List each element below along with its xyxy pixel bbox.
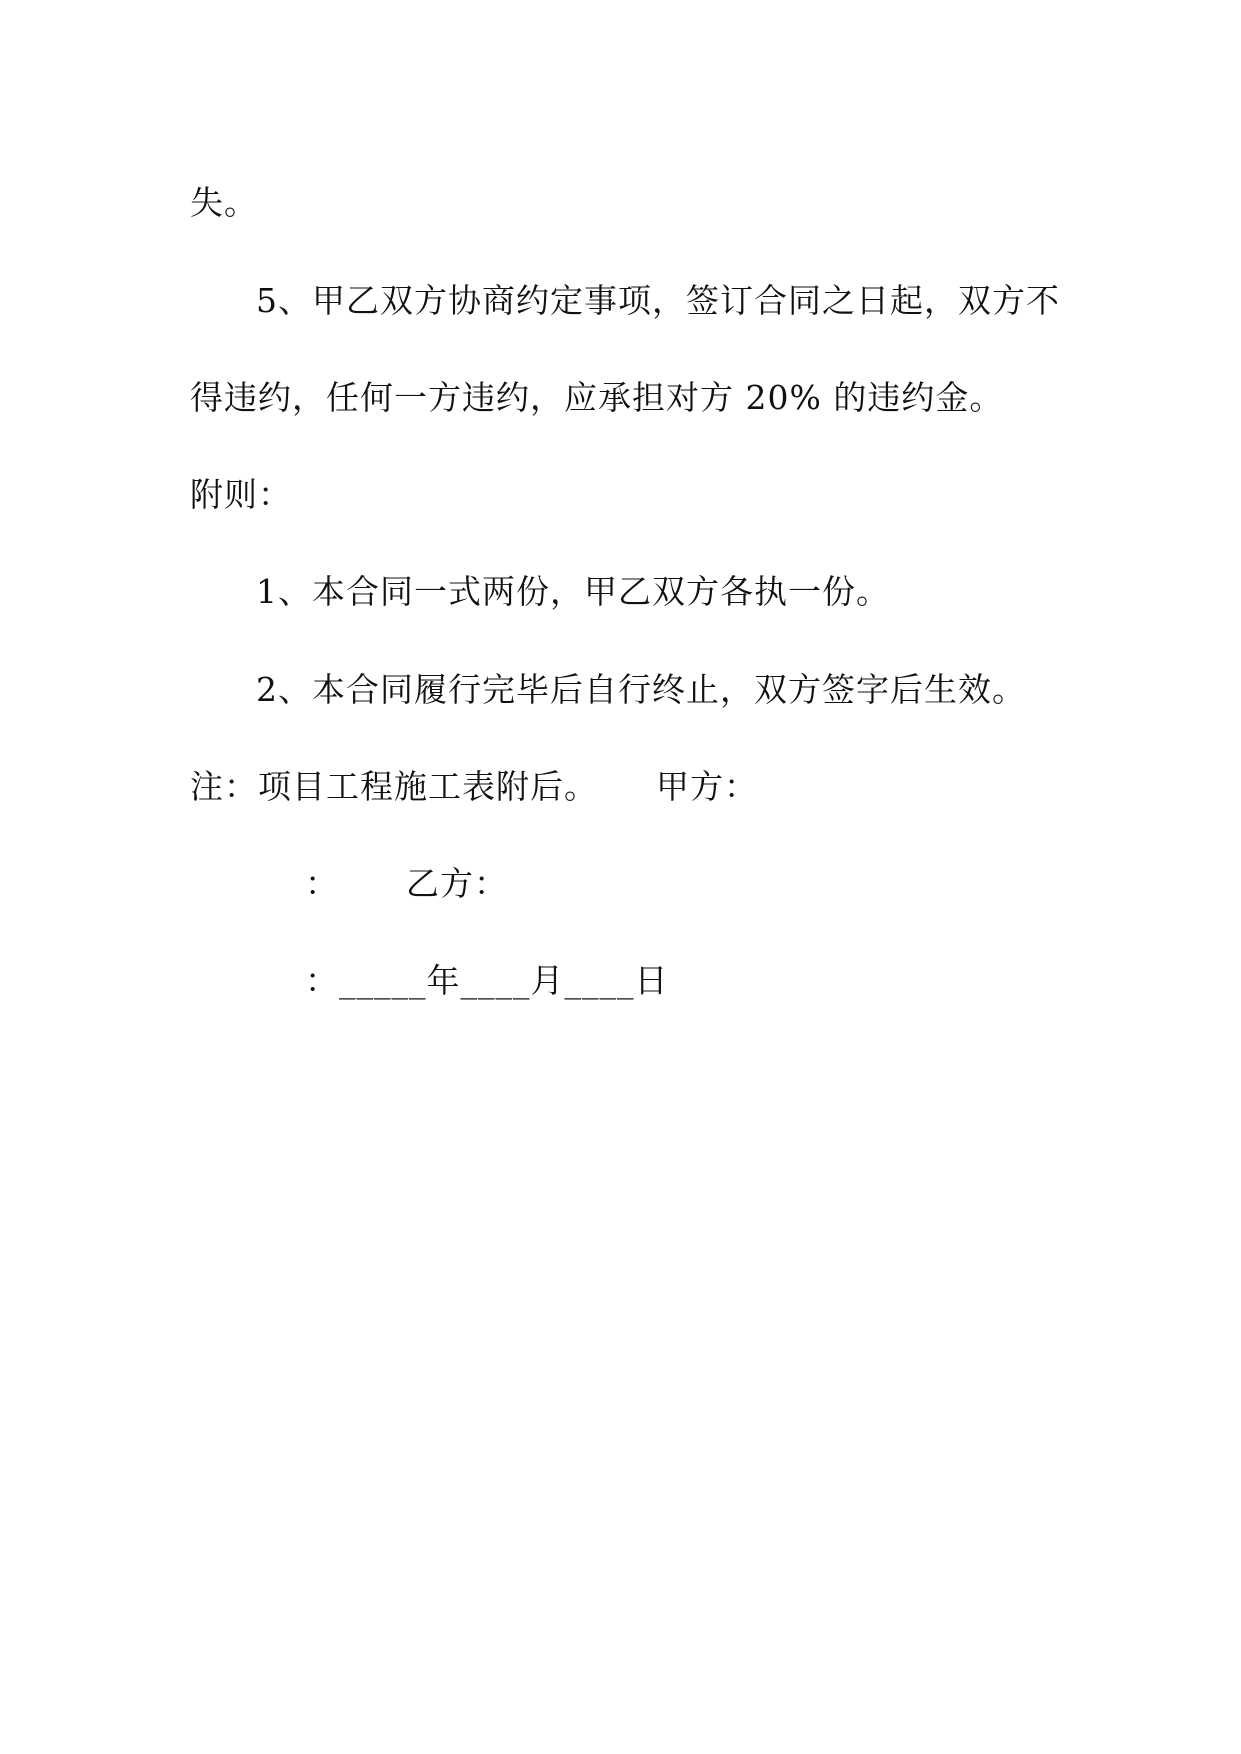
paragraph-loss-end: 失。	[190, 183, 258, 222]
clause-5-line-2: 得违约，任何一方违约，应承担对方 20% 的违约金。	[190, 378, 1004, 417]
party-b-label: 乙方：	[406, 864, 508, 903]
date-line: ：_____年____月____日	[305, 961, 669, 1000]
clause-5-line-1: 5、甲乙双方协商约定事项，签订合同之日起，双方不	[256, 281, 1060, 320]
signature-colon: ：	[305, 864, 339, 903]
supplementary-clause-2: 2、本合同履行完毕后自行终止，双方签字后生效。	[256, 670, 1026, 709]
note-text: 注：项目工程施工表附后。	[190, 767, 598, 806]
supplementary-clause-1: 1、本合同一式两份，甲乙双方各执一份。	[256, 572, 890, 611]
party-a-label: 甲方：	[656, 767, 758, 806]
supplementary-heading: 附则：	[190, 475, 292, 514]
